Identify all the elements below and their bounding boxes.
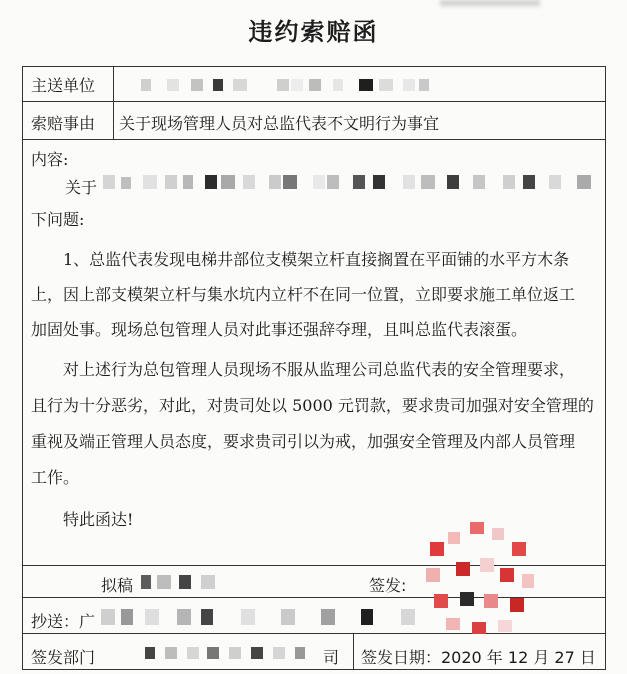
paragraph-line: 加固处事。现场总包管理人员对此事还强辞夺理，且叫总监代表滚蛋。 <box>31 320 528 339</box>
redacted-issuing-dept <box>145 645 315 661</box>
reason-label: 索赔事由 <box>31 114 96 133</box>
paragraph-line: 工作。 <box>31 468 80 487</box>
redacted-seal <box>420 522 540 642</box>
column-divider <box>353 633 354 670</box>
content-prefix: 关于 <box>65 178 98 197</box>
issue-date: 签发日期：2020 年 12 月 27 日 <box>361 648 596 667</box>
paragraph-line: 上，因上部支模架立杆与集水坑内立杆不在同一位置，立即要求施工单位返工 <box>31 285 576 304</box>
paragraph-line: 重视及端正管理人员态度，要求贵司引以为戒，加强安全管理及内部人员管理 <box>31 432 576 451</box>
document-title: 违约索赔函 <box>248 17 379 46</box>
cc-label: 抄送：广 <box>31 612 96 631</box>
row-divider <box>23 101 605 102</box>
row-divider <box>23 139 605 140</box>
content-label: 内容: <box>31 150 69 169</box>
redacted-drafter <box>141 571 241 591</box>
drafter-label: 拟稿 <box>101 576 134 595</box>
signer-label: 签发: <box>369 576 407 595</box>
reason-value: 关于现场管理人员对总监代表不文明行为事宜 <box>119 114 440 133</box>
recipient-label: 主送单位 <box>31 76 96 95</box>
paragraph-line: 1、总监代表发现电梯井部位支模架立杆直接搁置在平面铺的水平方木条 <box>63 250 570 269</box>
issue-heading: 下问题: <box>31 210 85 229</box>
redacted-header-text <box>440 0 540 6</box>
paragraph-line: 特此函达! <box>63 510 134 529</box>
paragraph-line: 对上述行为总包管理人员现场不服从监理公司总监代表的安全管理要求， <box>63 360 576 379</box>
redacted-content-line <box>103 175 599 191</box>
redacted-cc <box>101 605 441 629</box>
column-divider <box>113 67 114 139</box>
redacted-recipient <box>141 79 431 93</box>
issuing-dept-suffix: 司 <box>323 648 340 667</box>
issuing-dept-label: 签发部门 <box>31 648 96 667</box>
paragraph-line: 且行为十分恶劣，对此，对贵司处以 5000 元罚款，要求贵司加强对安全管理的 <box>31 396 594 415</box>
